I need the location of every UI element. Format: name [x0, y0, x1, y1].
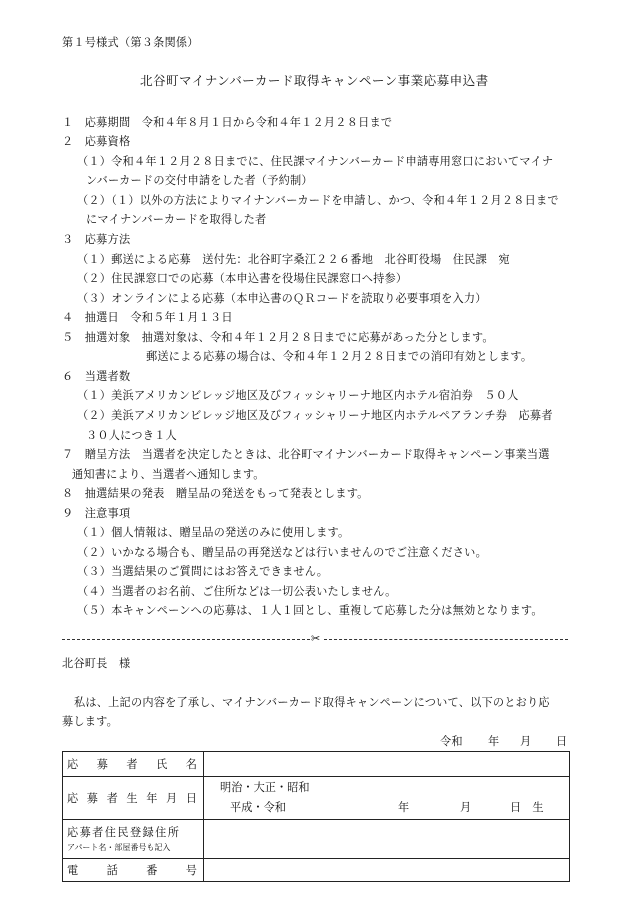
name-row: [63, 752, 570, 777]
section-line: ５ 抽選対象 抽選対象は、令和４年１２月２８日までに応募があった分とします。: [62, 331, 494, 344]
applicant-info-table: [62, 751, 570, 882]
section-line: （３）当選結果のご質問にはお答えできません。: [77, 565, 329, 578]
form-number-label: 第１号様式（第３条関係）: [62, 36, 199, 49]
section-line: ６ 当選者数: [62, 370, 131, 383]
section-line: （１）郵送による応募 送付先：北谷町字桑江２２６番地 北谷町役場 住民課 宛: [77, 253, 510, 266]
birthdate-field[interactable]: [204, 777, 570, 820]
document-title: 北谷町マイナンバーカード取得キャンペーン事業応募申込書: [140, 73, 489, 88]
phone-label: 電 話 番 号: [63, 859, 204, 882]
phone-field[interactable]: [204, 859, 570, 882]
addressee: 北谷町長 様: [62, 657, 131, 670]
section-line: ３ 応募方法: [62, 233, 131, 246]
consent-text-line: 私は、上記の内容を了承し、マイナンバーカード取得キャンペーンについて、以下のとおり応: [74, 696, 550, 709]
section-line: （１）個人情報は、贈呈品の発送のみに使用します。: [77, 526, 350, 539]
scissors-icon: ✂: [311, 632, 321, 645]
date-era: 令和: [440, 735, 463, 748]
date-day: 日: [556, 735, 568, 748]
era-options-2[interactable]: 平成・令和: [230, 801, 286, 814]
birth-year-label: 年: [398, 801, 410, 814]
section-line: （２）美浜アメリカンビレッジ地区及びフィッシャリーナ地区内ホテルペアランチ券 応募者: [77, 409, 553, 422]
birth-day-label: 日 生: [510, 801, 544, 814]
section-line: （２）いかなる場合も、贈呈品の再発送などは行いませんのでご注意ください。: [77, 546, 487, 559]
section-line: ８ 抽選結果の発表 贈呈品の発送をもって発表とします。: [62, 487, 369, 500]
section-line: １ 応募期間 令和４年８月１日から令和４年１２月２８日まで: [62, 116, 393, 129]
section-line: ４ 抽選日 令和５年１月１３日: [62, 311, 233, 324]
name-label: 応 募 者 氏 名: [63, 752, 204, 777]
date-year: 年: [488, 735, 500, 748]
name-field[interactable]: [204, 752, 570, 777]
section-line: ２ 応募資格: [62, 135, 131, 148]
dashed-line-left: [62, 639, 310, 640]
address-row: [63, 820, 570, 859]
section-line: 郵送による応募の場合は、令和４年１２月２８日までの消印有効とします。: [146, 350, 533, 363]
birth-month-label: 月: [460, 801, 472, 814]
birthdate-row: [63, 777, 570, 820]
section-line: （１）美浜アメリカンビレッジ地区及びフィッシャリーナ地区内ホテル宿泊券 ５０人: [77, 389, 519, 402]
section-line: にマイナンバーカードを取得した者: [86, 213, 267, 226]
cut-line: [62, 632, 568, 646]
section-line: （３）オンラインによる応募（本申込書のＱＲコードを読取り必要事項を入力）: [77, 292, 487, 305]
section-line: ンバーカードの交付申請をした者（予約制）: [86, 174, 313, 187]
section-line: （２）住民課窓口での応募（本申込書を役場住民課窓口へ持参）: [77, 272, 408, 285]
date-month: 月: [520, 735, 532, 748]
consent-text-line: 募します。: [62, 715, 119, 728]
address-note: アパート名・部屋番号も記入: [67, 843, 171, 852]
section-line: ７ 贈呈方法 当選者を決定したときは、北谷町マイナンバーカード取得キャンペーン事業当選: [62, 448, 550, 461]
era-options-1[interactable]: 明治・大正・昭和: [220, 781, 310, 794]
section-line: （５）本キャンペーンへの応募は、１人１回とし、重複して応募した分は無効となります。: [77, 604, 543, 617]
section-line: ９ 注意事項: [62, 507, 131, 520]
address-field[interactable]: [204, 820, 570, 859]
birthdate-label: 応 募 者 生 年 月 日: [63, 777, 204, 820]
section-line: 通知書により、当選者へ通知します。: [72, 468, 265, 481]
phone-row: [63, 859, 570, 882]
section-line: （４）当選者のお名前、ご住所などは一切公表いたしません。: [77, 585, 397, 598]
address-label: 応募者住民登録住所 アパート名・部屋番号も記入: [63, 820, 204, 859]
section-line: （２）（１）以外の方法によりマイナンバーカードを申請し、かつ、令和４年１２月２８日まで: [77, 194, 559, 207]
section-line: （１）令和４年１２月２８日までに、住民課マイナンバーカード申請専用窓口においてマイナ: [77, 155, 554, 168]
section-line: ３０人につき１人: [86, 429, 177, 442]
dashed-line-right: [324, 639, 568, 640]
